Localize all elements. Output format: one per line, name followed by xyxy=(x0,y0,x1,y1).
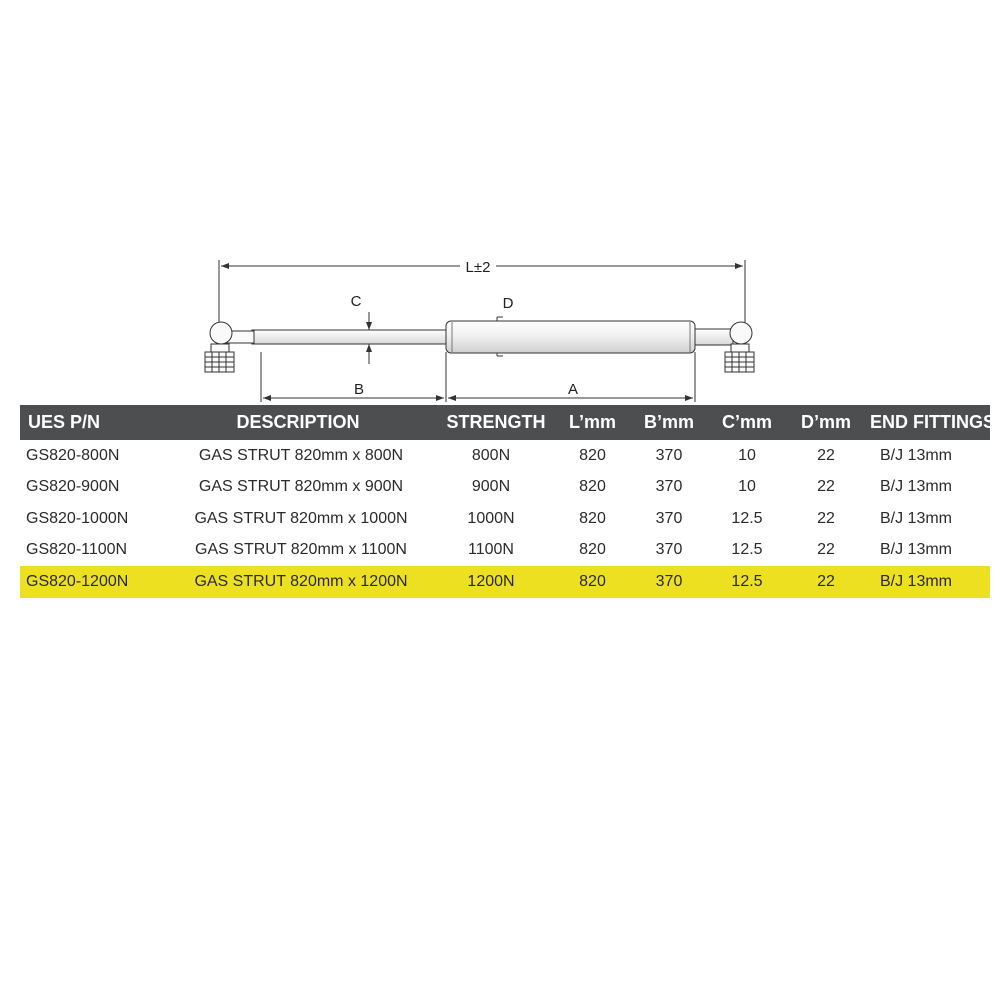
header-b-mm: B’mm xyxy=(626,405,712,440)
cell-part-number: GS820-1000N xyxy=(26,509,129,527)
cell-l-mm: 820 xyxy=(579,509,606,527)
a-label: A xyxy=(567,381,579,398)
cell-strength: 1000N xyxy=(467,509,515,527)
cell-part-number: GS820-1100N xyxy=(26,541,128,559)
cell-b-mm: 370 xyxy=(626,566,712,598)
table-header-row xyxy=(20,405,990,440)
cell-d-mm: 22 xyxy=(817,541,835,559)
c-label: C xyxy=(350,293,362,310)
cell-c-mm: 10 xyxy=(738,446,756,464)
total-length-label: L±2 xyxy=(465,259,491,276)
cell-d-mm: 22 xyxy=(782,566,870,598)
cell-part-number: GS820-1200N xyxy=(20,566,163,598)
cell-b-mm: 370 xyxy=(655,478,683,496)
cell-l-mm: 820 xyxy=(579,478,606,496)
cell-description: GAS STRUT 820mm x 1200N xyxy=(163,566,433,598)
cell-description: GAS STRUT 820mm x 900N xyxy=(198,478,404,496)
cylinder-body xyxy=(446,321,695,353)
cell-c-mm: 12.5 xyxy=(731,541,763,559)
cell-part-number: GS820-800N xyxy=(26,446,120,464)
left-ball-joint-fitting xyxy=(205,322,254,372)
table-row xyxy=(20,503,990,535)
cell-c-mm: 10 xyxy=(738,478,756,496)
d-label: D xyxy=(502,295,514,312)
table-row-highlighted xyxy=(20,566,990,598)
cell-c-mm: 12.5 xyxy=(731,509,763,527)
cell-c-mm: 12.5 xyxy=(712,566,782,598)
cell-l-mm: 820 xyxy=(559,566,626,598)
header-description: DESCRIPTION xyxy=(163,405,433,440)
cell-end-fittings: B/J 13mm xyxy=(879,446,952,464)
cell-d-mm: 22 xyxy=(817,509,835,527)
header-part-number: UES P/N xyxy=(20,405,163,440)
spec-table xyxy=(20,405,995,598)
cell-l-mm: 820 xyxy=(579,446,606,464)
table-row xyxy=(20,440,990,472)
cell-end-fittings: B/J 13mm xyxy=(870,566,990,598)
cell-strength: 1200N xyxy=(433,566,559,598)
header-strength: STRENGTH xyxy=(433,405,559,440)
gas-strut-diagram xyxy=(0,0,1000,405)
header-d-mm: D’mm xyxy=(782,405,870,440)
table-row xyxy=(20,535,990,567)
cell-b-mm: 370 xyxy=(655,446,683,464)
cell-part-number: GS820-900N xyxy=(26,478,120,496)
cell-strength: 1100N xyxy=(468,541,514,559)
table-row xyxy=(20,472,990,504)
piston-rod xyxy=(252,330,448,344)
header-c-mm: C’mm xyxy=(712,405,782,440)
cell-description: GAS STRUT 820mm x 1000N xyxy=(194,509,408,527)
b-label: B xyxy=(353,381,365,398)
cell-strength: 800N xyxy=(471,446,511,464)
cell-end-fittings: B/J 13mm xyxy=(879,478,952,496)
cell-b-mm: 370 xyxy=(655,541,683,559)
cell-description: GAS STRUT 820mm x 800N xyxy=(198,446,404,464)
cell-b-mm: 370 xyxy=(655,509,683,527)
header-end-fittings: END FITTINGS xyxy=(870,405,990,440)
cell-description: GAS STRUT 820mm x 1100N xyxy=(195,541,407,559)
cell-end-fittings: B/J 13mm xyxy=(879,509,952,527)
cell-strength: 900N xyxy=(471,478,511,496)
cell-end-fittings: B/J 13mm xyxy=(879,541,952,559)
header-l-mm: L’mm xyxy=(559,405,626,440)
cell-l-mm: 820 xyxy=(579,541,606,559)
cell-d-mm: 22 xyxy=(817,478,835,496)
cell-d-mm: 22 xyxy=(817,446,835,464)
